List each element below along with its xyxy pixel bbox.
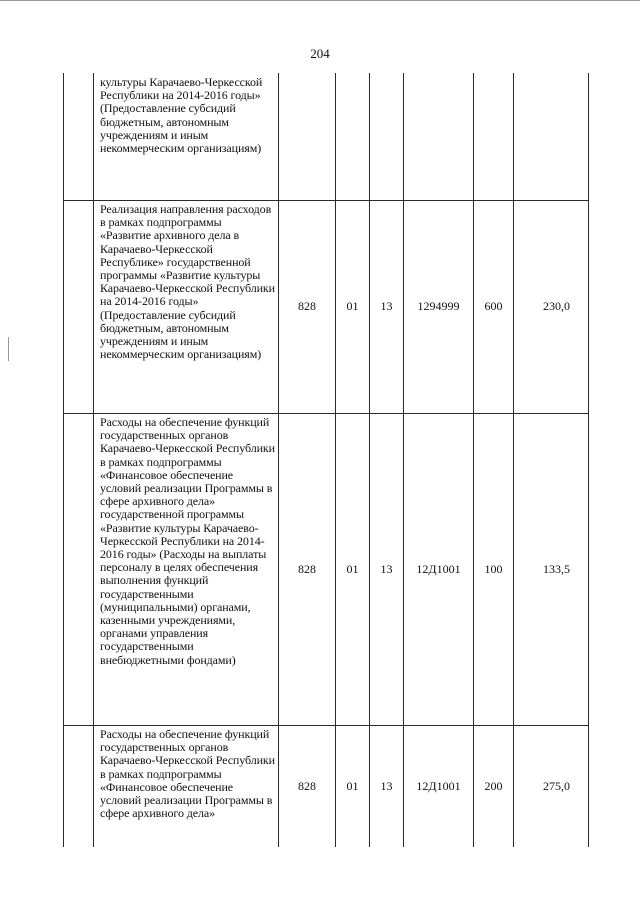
section-code: 01 (336, 726, 370, 848)
expense-description: культуры Карачаево-Черкесской Республики на 2014-2016 годы» (Предоставление субсидий бюджетным, автономным учреждениям и иным некоммерческим организациям) (94, 73, 279, 201)
row-index-cell (64, 201, 94, 414)
row-index-cell (64, 726, 94, 848)
expense-type-code: 200 (474, 726, 514, 848)
target-article-code: 1294999 (404, 201, 474, 414)
section-code (336, 73, 370, 201)
scan-edge-mark (0, 0, 640, 1)
sum-value: 230,0 (514, 201, 589, 414)
expense-type-code: 600 (474, 201, 514, 414)
subsection-code: 13 (370, 414, 404, 726)
subsection-code: 13 (370, 726, 404, 848)
expense-description: Расходы на обеспечение функций государственных органов Карачаево-Черкесской Республики в рамках подпрограммы «Финансовое обеспечение условий реализации Программы в сфере архивного дела» (94, 726, 279, 848)
scan-artifact-mark (8, 337, 9, 361)
row-index-cell (64, 414, 94, 726)
sum-value: 275,0 (514, 726, 589, 848)
expense-type-code: 100 (474, 414, 514, 726)
target-article-code: 12Д1001 (404, 726, 474, 848)
sum-value (514, 73, 589, 201)
expense-description: Реализация направления расходов в рамках подпрограммы «Развитие архивного дела в Карачаево-Черкесской Республике» государственной программы «Развитие культуры Карачаево-Черкесской Республики на 2014-2016 годы» (Предоставление субсидий бюджетным, автономным учреждениям и иным некоммерческим организациям) (94, 201, 279, 414)
section-code: 01 (336, 414, 370, 726)
table-row (64, 414, 589, 726)
ministry-code: 828 (279, 414, 336, 726)
subsection-code: 13 (370, 201, 404, 414)
section-code: 01 (336, 201, 370, 414)
sum-value: 133,5 (514, 414, 589, 726)
target-article-code (404, 73, 474, 201)
subsection-code (370, 73, 404, 201)
table-row (64, 73, 589, 201)
expense-description: Расходы на обеспечение функций государственных органов Карачаево-Черкесской Республики в рамках подпрограммы «Финансовое обеспечение условий реализации Программы в сфере архивного дела» государственной программы «Развитие культуры Карачаево-Черкесской Республики на 2014-2016 годы» (Расходы на выплаты персоналу в целях обеспечения выполнения функций государственными (муниципальными) органами, казенными учреждениями, органами управления государственными внебюджетными фондами) (94, 414, 279, 726)
table-row (64, 726, 589, 848)
target-article-code: 12Д1001 (404, 414, 474, 726)
table-row (64, 201, 589, 414)
expense-type-code (474, 73, 514, 201)
ministry-code: 828 (279, 726, 336, 848)
ministry-code (279, 73, 336, 201)
row-index-cell (64, 73, 94, 201)
ministry-code: 828 (279, 201, 336, 414)
budget-expenditure-table (63, 73, 589, 847)
page-number: 204 (310, 46, 330, 61)
